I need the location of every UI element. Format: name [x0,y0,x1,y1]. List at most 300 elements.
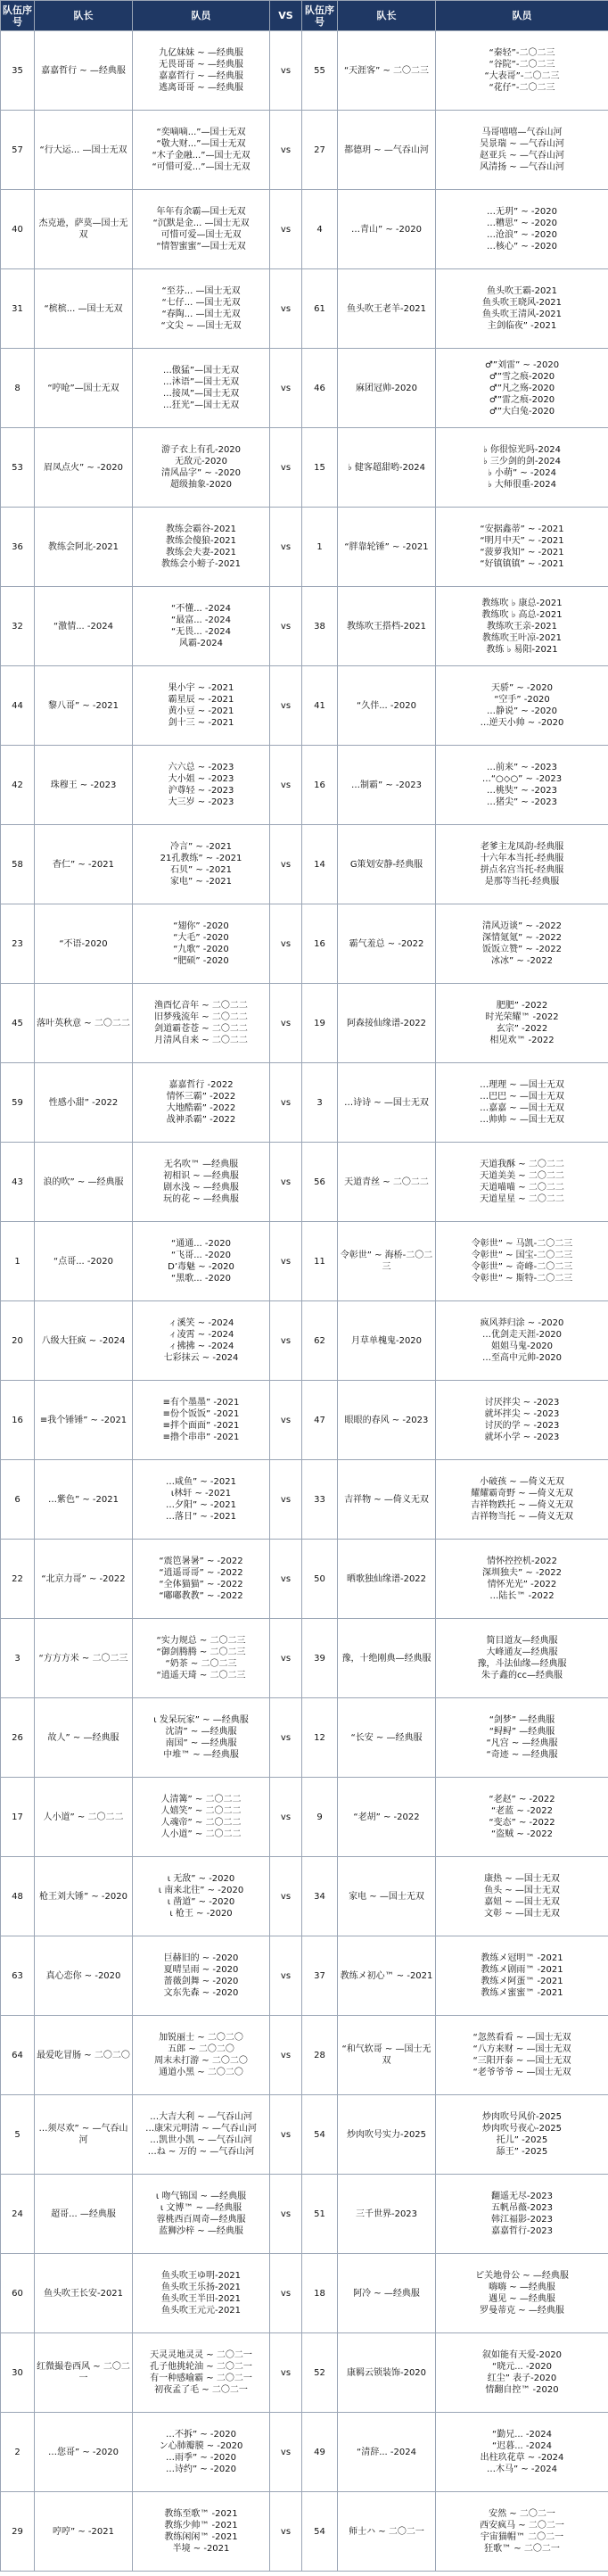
member-name: 讨厌的学 ~ -2023 [484,1421,560,1431]
member-name: …沐语”—国士无双 [162,377,240,387]
member-name: “花仔”-二〇二三 [489,83,555,93]
member-name: 无敌元-2020 [174,457,228,466]
vs-label: vs [270,269,302,349]
member-name: 渔酉忆音年 ~ 二〇二二 [154,1001,248,1011]
left-captain: 性感小甜” -2022 [35,1063,133,1143]
member-name: “凡宫 ~ —经典服 [486,1738,558,1748]
right-team-number: 16 [302,746,338,825]
member-name: 鱼头 ~ —国士无双 [484,1886,560,1895]
left-team-number: 57 [1,111,35,190]
member-name: “老赵” ~ -2022 [489,1795,555,1804]
vs-label: vs [270,428,302,508]
member-name: “盗贼 ~ -2022 [491,1829,553,1839]
member-name: ィ溪笑 ~ -2024 [168,1318,234,1328]
member-name: 人嬉笑” ~ 二〇二二 [160,1806,242,1816]
table-row [1,111,608,190]
member-name: “实力规总 ~ 二〇二三 [156,1636,246,1646]
left-team-number: 59 [1,1063,35,1143]
right-members [436,2016,608,2095]
table-row [1,1381,608,1460]
member-name: 半境 ~ -2021 [172,2544,230,2554]
table-row [1,666,608,746]
left-captain: 浪的吹” ~ —经典服 [35,1143,133,1222]
header-members-right: 队员 [436,1,608,31]
right-captain: 天道青丝 ~ 二〇二二 [338,1143,436,1222]
right-team-number: 15 [302,428,338,508]
member-name: 教练会傻狼-2021 [165,536,237,546]
member-name: 安然 ~ 二〇二一 [489,2509,555,2519]
right-captain: 三千世界-2023 [338,2175,436,2254]
right-captain: 炒肉吹号实力-2025 [338,2095,436,2175]
right-members [436,666,608,746]
vs-label: vs [270,1063,302,1143]
table-row [1,2492,608,2572]
right-team-number: 27 [302,111,338,190]
left-team-number: 53 [1,428,35,508]
table-row [1,508,608,587]
left-captain: “北京力哥” ~ -2022 [35,1540,133,1619]
member-name: 赵亚兵 ~ —气吞山河 [480,151,564,161]
member-name: 玩的花 ~ —经典服 [163,1194,239,1204]
right-team-number: 39 [302,1619,338,1698]
member-name: 巨赫旧的 ~ -2020 [163,1953,239,1963]
member-name: “春陶... —国士无双 [161,310,241,319]
member-name: 沪尊轻 ~ -2023 [168,786,234,796]
member-name: 小破孩 ~ —倚义无双 [480,1477,564,1487]
member-name: “明月中天” ~ -2021 [480,536,564,546]
member-name: 马哥嘻嘻—气吞山河 [481,128,563,137]
member-name: 南国” ~ —经典服 [165,1738,237,1748]
member-name: 人小道” ~ 二〇二二 [160,1829,242,1839]
member-name: 老爹主龙凤韵-经典服 [480,842,564,852]
table-row [1,904,608,984]
right-members [436,1540,608,1619]
member-name: 康热 ~ —国士无双 [484,1874,560,1884]
left-members [133,31,270,111]
member-name: 风清扬 ~ —气吞山河 [480,162,564,172]
left-captain: “行大运... —国士无双 [35,111,133,190]
left-captain: 珠穆王 ~ -2023 [35,746,133,825]
member-name: 九亿妹妹 ~ —经典服 [159,48,243,58]
member-name: 吉祥物当托 ~ —倚义无双 [471,1512,573,1522]
left-team-number: 42 [1,746,35,825]
vs-label: vs [270,825,302,904]
left-members [133,825,270,904]
member-name: “老爷爷爷 ~ —国士无双 [472,2068,571,2077]
member-name: 剧水浅 ~ —经典服 [163,1183,239,1193]
member-name: 清风品字” ~ -2020 [161,468,241,478]
vs-label: vs [270,666,302,746]
left-members [133,1381,270,1460]
left-team-number: 31 [1,269,35,349]
right-captain: “老胡” ~ -2022 [338,1778,436,1857]
member-name: 教练 ♭ 易阳-2021 [486,644,558,655]
right-members [436,111,608,190]
member-name: “肥硕” -2020 [173,956,229,966]
member-name: ン心肺瓣膜 ~ -2020 [159,2441,243,2451]
right-captain: 教练メ初心™ ~ -2021 [338,1936,436,2016]
member-name: 无名吹™ —经典服 [163,1160,239,1169]
left-captain: “槟槟... —国士无双 [35,269,133,349]
right-members [436,190,608,269]
right-team-number: 46 [302,349,338,428]
left-team-number: 2 [1,2413,35,2492]
member-name: 令彰世” ~ 马凯-二〇二三 [471,1239,573,1249]
member-name: 五帆吊薇-2023 [490,2203,554,2213]
member-name: 托儿” -2025 [496,2135,548,2145]
left-team-number: 36 [1,508,35,587]
right-team-number: 41 [302,666,338,746]
table-row [1,825,608,904]
member-name: 超级抽象-2020 [169,480,233,490]
left-captain: 超哥... —经典服 [35,2175,133,2254]
member-name: 鱼头吹王霸-2021 [486,286,558,296]
left-captain: “激情... -2024 [35,587,133,666]
member-name: “可惜可爱...”—国士无双 [152,162,251,172]
member-name: 叙如能有天爱-2020 [481,2350,563,2360]
right-captain: “天涯客” ~ 二〇二三 [338,31,436,111]
right-members [436,1143,608,1222]
right-members [436,2492,608,2572]
member-name: 情怀光光” -2022 [487,1580,557,1589]
right-captain: ♭ 健客超甜哟-2024 [338,428,436,508]
member-name: 人清篝” ~ 二〇二二 [160,1795,242,1804]
left-team-number: 40 [1,190,35,269]
member-name: 教练吹王亲-2021 [486,621,558,632]
member-name: ι 文博™ ~ —经典服 [160,2203,242,2213]
member-name: “七仔... —国士无双 [161,298,241,308]
member-name: …逆天小帅 ~ -2020 [480,718,564,728]
left-members [133,349,270,428]
left-captain: “哼呛”—国士无双 [35,349,133,428]
header-captain-right: 队长 [338,1,436,31]
left-team-number: 23 [1,904,35,984]
member-name: 人魂帝” ~ 二〇二二 [160,1818,242,1828]
member-name: 朱子鑫的cc—经典服 [481,1671,563,1680]
right-captain: 家电 ~ —国士无双 [338,1857,436,1936]
right-team-number: 54 [302,2492,338,2572]
member-name: 天道我酥 ~ 二〇二二 [480,1160,564,1169]
member-name: …咸鱼” ~ -2021 [166,1477,236,1487]
member-name: 主剑临夜” -2021 [487,321,557,331]
member-name: “情智蜜蜜”—国士无双 [156,242,246,252]
left-members [133,1460,270,1540]
left-team-number: 60 [1,2254,35,2333]
member-name: …沧浪” ~ -2020 [487,230,557,240]
vs-label: vs [270,190,302,269]
left-members [133,1936,270,2016]
left-team-number: 22 [1,1540,35,1619]
table-row [1,2095,608,2175]
table-row [1,1301,608,1381]
member-name: 战神杀霸” -2022 [166,1115,236,1125]
member-name: …嘉嘉 ~ —国士无双 [480,1103,564,1113]
member-name: …前来” ~ -2023 [487,763,557,772]
member-name: …康宋元明清 ~ —气吞山河 [145,2124,257,2134]
right-members [436,2333,608,2413]
right-captain: …制霸” ~ -2023 [338,746,436,825]
member-name: 21孔教练” ~ -2021 [160,854,242,863]
right-team-number: 33 [302,1460,338,1540]
left-captain: 故人” ~ —经典服 [35,1698,133,1778]
table-row [1,2016,608,2095]
table-row [1,2175,608,2254]
right-team-number: 12 [302,1698,338,1778]
right-members [436,1301,608,1381]
header-row [1,1,608,31]
table-row [1,587,608,666]
member-name: ≡拌个面面” -2021 [162,1421,240,1431]
member-name: ♭ 你很惊光吗-2024 [483,445,561,455]
member-name: 霸星辰 ~ -2021 [168,695,234,705]
right-team-number: 47 [302,1381,338,1460]
member-name: “通通... -2020 [171,1239,231,1249]
member-name: “文尖 ~ —国士无双 [160,321,242,331]
member-name: …夕阳” ~ -2021 [166,1500,236,1510]
right-team-number: 34 [302,1857,338,1936]
vs-label: vs [270,2095,302,2175]
left-team-number: 64 [1,2016,35,2095]
member-name: 就坏拌尖 ~ -2023 [484,1409,560,1419]
member-name: 姐姐马鬼-2020 [490,1342,554,1351]
vs-label: vs [270,1778,302,1857]
member-name: 石贝” ~ -2021 [170,865,232,875]
member-name: ≡撸个串串” -2021 [162,1432,240,1442]
member-name: 情怀控控机-2022 [486,1556,558,1566]
member-name: “迟暮... -2024 [492,2441,552,2451]
member-name: 天道喵喵 ~ 二〇二二 [480,1183,564,1193]
right-team-number: 16 [302,904,338,984]
right-captain: 晒歌独仙缘谱-2022 [338,1540,436,1619]
right-captain: “清辞... -2024 [338,2413,436,2492]
member-name: 年年有余霸—国士无双 [156,207,246,217]
right-captain: 康羁云锁装饰-2020 [338,2333,436,2413]
right-captain: 吉祥物 ~ —倚义无双 [338,1460,436,1540]
left-members [133,111,270,190]
member-name: ♂”雪之痕-2020 [489,371,555,382]
left-members [133,428,270,508]
left-team-number: 45 [1,984,35,1063]
member-name: 鱼头吹王ゆ明-2021 [160,2271,242,2281]
left-team-number: 24 [1,2175,35,2254]
member-name: 豫，斗法仙缘—经典服 [477,1659,567,1669]
left-captain: 真心恋你 ~ -2020 [35,1936,133,2016]
right-team-number: 11 [302,1222,338,1301]
left-members [133,746,270,825]
right-captain: 师士ハ ~ 二〇二一 [338,2492,436,2572]
left-captain: 哼哼” ~ -2021 [35,2492,133,2572]
member-name: 教练会夫妻-2021 [165,548,237,557]
left-members [133,587,270,666]
member-name: 天道星星 ~ 二〇二二 [480,1194,564,1204]
left-members [133,2095,270,2175]
member-name: …不拆” ~ -2020 [166,2430,236,2440]
vs-label: vs [270,1460,302,1540]
right-team-number: 54 [302,2095,338,2175]
left-team-number: 5 [1,2095,35,2175]
vs-label: vs [270,587,302,666]
member-name: 深圳独夫” ~ -2022 [482,1568,562,1578]
member-name: …“○◇○” ~ -2023 [481,774,563,784]
member-name: 逃离哥哥 ~ —经典服 [159,83,243,93]
member-name: 是那等当托-经典服 [484,877,560,887]
left-captain: 嘉嘉哲行 ~ —经典服 [35,31,133,111]
left-captain: 人小道” ~ 二〇二二 [35,1778,133,1857]
member-name: ι林轩 ~ -2021 [170,1489,232,1499]
member-name: 有一种感喻霸 ~ 二〇二一 [150,2374,252,2383]
left-members [133,269,270,349]
vs-label: vs [270,1222,302,1301]
member-name: …核心” ~ -2020 [487,242,557,252]
member-name: “好镇镇镇” ~ -2021 [480,559,564,569]
member-name: 教练少帅™ -2021 [164,2521,238,2531]
member-name: “鲟鲟” —经典服 [489,1727,555,1737]
member-name: “奇迹 ~ —经典服 [486,1750,558,1760]
member-name: …巴巴 ~ —国士无双 [480,1092,564,1102]
member-name: 六六总 ~ -2023 [168,763,234,772]
left-team-number: 63 [1,1936,35,2016]
vs-label: vs [270,2016,302,2095]
member-name: ♂”凡之殇-2020 [489,383,555,393]
member-name: …凯世小凯 ~ —气吞山河 [150,2135,252,2145]
member-name: “菠萝我知” ~ -2021 [480,548,564,557]
left-captain: …您哥” ~ -2020 [35,2413,133,2492]
vs-label: vs [270,2175,302,2254]
member-name: “黑歌... -2020 [171,1274,231,1284]
member-name: 嘉嘉哲行-2023 [490,2226,554,2236]
right-members [436,1857,608,1936]
member-name: 风霸-2024 [178,639,224,648]
member-name: ι 发呆玩家” ~ —经典服 [153,1715,249,1725]
member-name: 教练闲闲™ -2021 [164,2532,238,2542]
member-name: 玄宗” -2022 [496,1024,548,1034]
left-captain: ≡我个锤锤” ~ -2021 [35,1381,133,1460]
right-members [436,1619,608,1698]
member-name: 天骄” ~ -2020 [491,683,553,693]
table-row [1,349,608,428]
member-name: 教练吹王叶凉-2021 [481,632,563,643]
right-team-number: 18 [302,2254,338,2333]
member-name: “老蓝 ~ -2022 [491,1806,553,1816]
member-name: 加锐丽士 ~ 二〇二〇 [159,2033,243,2043]
right-members [436,746,608,825]
vs-label: vs [270,1540,302,1619]
member-name: 西安疯马 ~ 二〇二一 [480,2521,564,2531]
member-name: “晓元... -2020 [492,2362,552,2372]
right-team-number: 1 [302,508,338,587]
member-name: 简目道友—经典服 [486,1636,558,1646]
member-name: ι 凿道” ~ -2020 [167,1897,235,1907]
member-name: “无畏... -2024 [171,627,231,637]
member-name: 鱼头吹王半田-2021 [160,2294,242,2304]
left-captain: 杳仁” ~ -2021 [35,825,133,904]
right-team-number: 51 [302,2175,338,2254]
member-name: 令彰世” ~ 国宝-二〇二三 [471,1251,573,1260]
right-members [436,1063,608,1143]
member-name: 教练メ蜜蜜™ -2021 [481,1988,563,1998]
member-name: 通道小黑 ~ 二〇二〇 [159,2068,243,2077]
table-row [1,2254,608,2333]
right-team-number: 14 [302,825,338,904]
right-team-number: 62 [302,1301,338,1381]
vs-label: vs [270,1936,302,2016]
member-name: …优剑走天涯-2020 [481,1330,563,1340]
member-name: 大地酷霸” -2022 [166,1103,236,1113]
right-team-number: 56 [302,1143,338,1222]
member-name: 孔子他挑轮油 ~ 二〇二一 [150,2362,252,2372]
member-name: 出柱玖花草 ~ -2024 [480,2453,564,2463]
member-name: 初相识 ~ —经典服 [163,1171,239,1181]
member-name: “至芬... —国士无双 [161,286,241,296]
member-name: 饭饭立赞” ~ -2022 [482,945,562,954]
member-name: “木子金融...”—国士无双 [152,151,251,161]
left-members [133,2175,270,2254]
right-members [436,2095,608,2175]
member-name: 蓉桃西百周奇—经典服 [156,2215,246,2225]
right-team-number: 37 [302,1936,338,2016]
right-captain: 豫，十绝刚典—经典服 [338,1619,436,1698]
left-captain: 八级大狂疯 ~ -2024 [35,1301,133,1381]
member-name: 讨厌拌尖 ~ -2023 [484,1398,560,1408]
member-name: “最富... -2024 [171,615,231,625]
member-name: “沉默是金... —国士无双 [152,219,250,228]
member-name: …陆长™ -2022 [489,1591,555,1601]
right-captain: 阿冷 ~ —经典服 [338,2254,436,2333]
left-members [133,2016,270,2095]
member-name: “八方来财 ~ —国士无双 [472,2044,571,2054]
member-name: 相见欢™ -2022 [489,1036,555,1045]
table-row [1,1778,608,1857]
member-name: 教练メ剧雨™ -2021 [481,1965,563,1975]
member-name: 炒肉吹号风价-2025 [481,2112,563,2122]
member-name: 天灵灵地灵灵 ~ 二〇二一 [150,2350,252,2360]
right-captain: G策划安静-经典服 [338,825,436,904]
member-name: 鱼头吹王乐扬-2021 [160,2283,242,2292]
member-name: …至高中元帅-2020 [481,1353,563,1363]
member-name: 果小宇 ~ -2021 [168,683,234,693]
member-name: 蓝狮沙梓 ~ —经典服 [159,2226,243,2236]
member-name: 中堆™ ~ —经典服 [163,1750,239,1760]
right-team-number: 52 [302,2333,338,2413]
member-name: 时光荣耀™ -2022 [485,1012,559,1022]
member-name: “忽然看看 ~ —国士无双 [472,2033,571,2043]
left-team-number: 20 [1,1301,35,1381]
right-members [436,984,608,1063]
member-name: ι 无敌” ~ -2020 [167,1874,235,1884]
left-team-number: 29 [1,2492,35,2572]
member-name: 耀耀霸奇野 ~ —倚义无双 [471,1489,573,1499]
left-members [133,1857,270,1936]
right-captain: 都德玥 ~ —气吞山河 [338,111,436,190]
member-name: 冰冰” ~ -2022 [491,956,553,966]
left-members [133,1619,270,1698]
member-name: 吴景瑞 ~ —气吞山河 [480,139,564,149]
left-members [133,1778,270,1857]
member-name: ≡份个饭饭” -2021 [162,1409,240,1419]
left-members [133,904,270,984]
left-team-number: 32 [1,587,35,666]
left-team-number: 6 [1,1460,35,1540]
left-captain: 教练会阿北-2021 [35,508,133,587]
left-members [133,1698,270,1778]
member-name: 旧梦残流年 ~ 二〇二二 [154,1012,248,1022]
left-members [133,508,270,587]
right-captain: “胖靠轮锤” ~ -2021 [338,508,436,587]
member-name: 教练吹 ♭ 康总-2021 [481,598,563,608]
right-members [436,904,608,984]
member-name: 家电” ~ -2021 [170,877,232,887]
member-name: 大峰通友—经典服 [486,1647,558,1657]
